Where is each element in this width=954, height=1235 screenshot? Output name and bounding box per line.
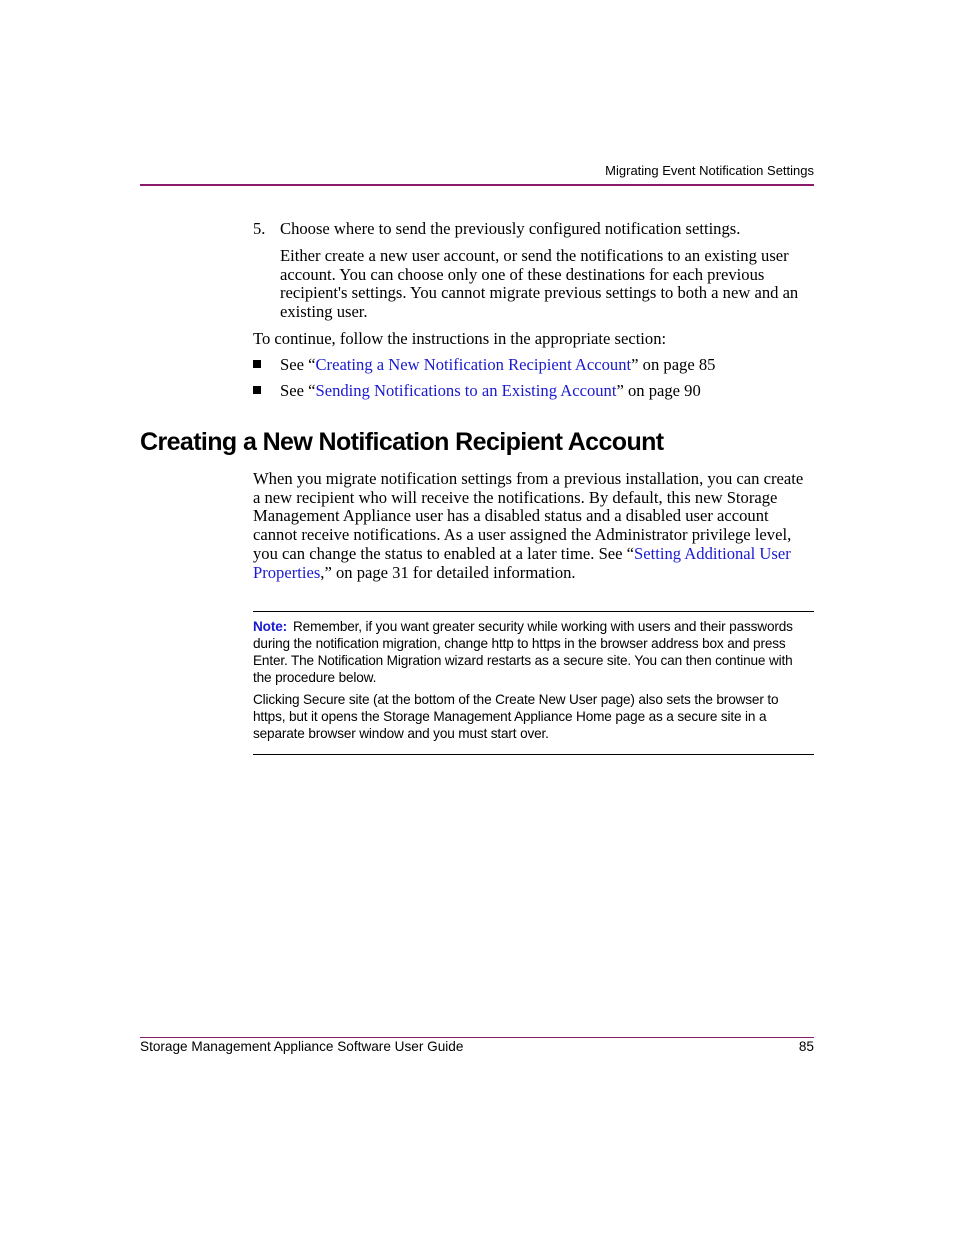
list-item (253, 356, 715, 375)
running-header: Migrating Event Notification Settings (605, 163, 814, 178)
bullet-suffix: ” on page 85 (631, 355, 716, 374)
bullet-prefix: See “ (280, 381, 316, 400)
note-paragraph-2: Clicking Secure site (at the bottom of the Create New User page) also sets the browser to https, but it opens the Storage Management Appliance Home page as a secure site in a separate browser window and you must start over. (253, 692, 779, 741)
step-detail-paragraph: Either create a new user account, or send the notifications to an existing user account. You can choose only one of these destinations for each previous recipient's settings. You cannot migrate previous settings to both a new and an existing user. (280, 246, 799, 322)
section-heading: Creating a New Notification Recipient Account (140, 428, 664, 456)
list-item (253, 382, 701, 401)
link-sending-to-existing-account[interactable]: Sending Notifications to an Existing Account (315, 381, 617, 400)
note-top-rule (253, 611, 814, 612)
bullet-square-icon (253, 360, 261, 368)
bullet-prefix: See “ (280, 355, 316, 374)
footer-guide-title: Storage Management Appliance Software User Guide (140, 1039, 464, 1054)
bullet-square-icon (253, 386, 261, 394)
note-bottom-rule (253, 754, 814, 755)
note-label: Note: (253, 619, 287, 634)
body-text-end: ,” on page 31 for detailed information. (320, 562, 576, 582)
note-paragraph-1 (253, 618, 814, 686)
section-body-paragraph (253, 470, 814, 582)
bullet-suffix: ” on page 90 (616, 381, 701, 400)
continue-instructions: To continue, follow the instructions in the appropriate section: (253, 329, 667, 348)
link-setting-additional-user-properties[interactable]: Setting Additional User Properties (253, 543, 791, 582)
note-text: Remember, if you want greater security while working with users and their passwords during the notification migration, change http to https in the browser address box and press Enter. The Notification Migration wizard restarts as a secure site. You can then continue with the procedure below. (253, 619, 793, 685)
step-number: 5. (253, 219, 266, 238)
step-text: Choose where to send the previously configured notification settings. (280, 219, 741, 238)
page-number: 85 (798, 1039, 814, 1054)
body-text: When you migrate notification settings from a previous installation, you can create a new recipient who will receive the notifications. By default, this new Storage Management Appliance user has a disabled status and a disabled user account cannot receive notifications. As a user assigned the Administrator privilege level, you can change the status to enabled at a later time. See “ (253, 469, 804, 563)
footer-rule (140, 1037, 814, 1038)
link-creating-new-account[interactable]: Creating a New Notification Recipient Account (315, 355, 632, 374)
header-rule (140, 184, 814, 186)
